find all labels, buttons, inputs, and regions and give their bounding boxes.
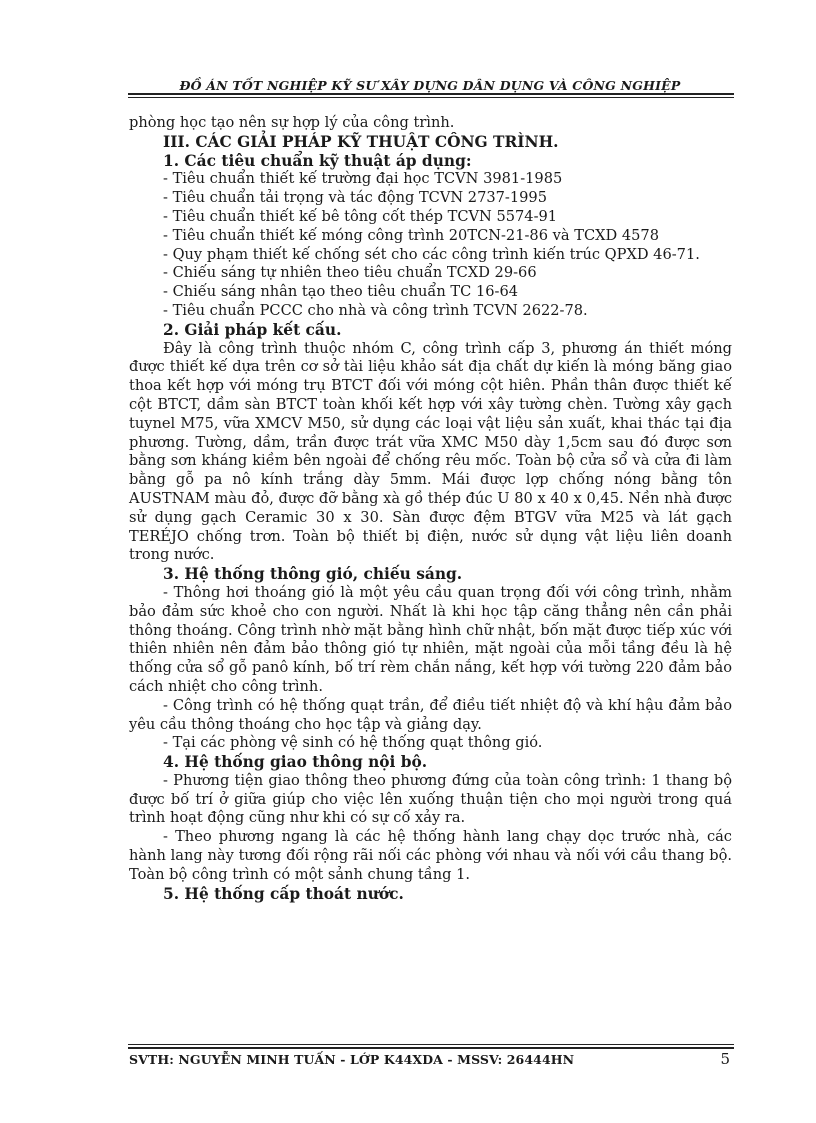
standard-item: - Tiêu chuẩn thiết kế bê tông cốt thép TCVN 5574-91 <box>163 207 558 225</box>
standard-item: - Tiêu chuẩn PCCC cho nhà và công trình TCVN 2622-78. <box>163 301 588 319</box>
subheading-structure: 2. Giải pháp kết cấu. <box>163 320 342 339</box>
paragraph-ventilation-2: - Công trình có hệ thống quạt trần, để điều tiết nhiệt độ và khí hậu đảm bảo yêu cầu thông thoáng cho học tập và giảng dạy. <box>129 696 732 733</box>
section-heading: III. CÁC GIẢI PHÁP KỸ THUẬT CÔNG TRÌNH. <box>163 132 559 151</box>
header-rule-thick <box>128 93 734 95</box>
standard-item: - Chiếu sáng nhân tạo theo tiêu chuẩn TC 16-64 <box>163 283 519 301</box>
paragraph-traffic-2: - Theo phương ngang là các hệ thống hành lang chạy dọc trước nhà, các hành lang này tương đối rộng rãi nối các phòng với nhau và nối với cầu thang bộ. Toàn bộ công trình có một sảnh chung tầng 1. <box>129 828 732 883</box>
subheading-water: 5. Hệ thống cấp thoát nước. <box>163 884 404 903</box>
subheading-standards: 1. Các tiêu chuẩn kỹ thuật áp dụng: <box>163 151 472 170</box>
footer-rule-thin <box>128 1044 734 1045</box>
header-rule-thin <box>128 97 734 98</box>
running-header: ĐỒ ÁN TỐT NGHIỆP KỸ SƯ XÂY DỰNG DÂN DỤNG VÀ CÔNG NGHIỆP <box>179 78 681 93</box>
standard-item: - Tiêu chuẩn tải trọng và tác động TCVN 2737-1995 <box>163 189 548 207</box>
page-body <box>129 114 732 903</box>
page-number: 5 <box>720 1050 730 1068</box>
standard-item: - Quy phạm thiết kế chống sét cho các công trình kiến trúc QPXD 46-71. <box>163 245 700 263</box>
paragraph-traffic-1: - Phương tiện giao thông theo phương đứng của toàn công trình: 1 thang bộ được bố trí ở giữa giúp cho việc lên xuống thuận tiện cho mọi người trong quá trình hoạt động cũng như khi có sự cố xảy ra. <box>129 771 732 827</box>
paragraph-ventilation-1: - Thông hơi thoáng gió là một yêu cầu quan trọng đối với công trình, nhằm bảo đảm sức khoẻ cho con người. Nhất là khi học tập căng thẳng nên cần phải thông thoáng. Công trình nhờ mặt bằng hình chữ nhật, bốn mặt được tiếp xúc với thiên nhiên nên đảm bảo thông gió tự nhiên, mặt ngoài của mỗi tầng đều là hệ thống cửa sổ gỗ panô kính, bố trí rèm chắn nắng, kết hợp với tường 220 đảm bảo cách nhiệt cho công trình. <box>129 583 732 695</box>
paragraph-ventilation-3: - Tại các phòng vệ sinh có hệ thống quạt thông gió. <box>163 734 543 752</box>
standard-item: - Chiếu sáng tự nhiên theo tiêu chuẩn TCXD 29-66 <box>163 264 537 282</box>
footer-rule-thick <box>128 1047 734 1049</box>
subheading-traffic: 4. Hệ thống giao thông nội bộ. <box>163 753 428 772</box>
paragraph-structure: Đây là công trình thuộc nhóm C, công trình cấp 3, phương án thiết móng được thiết kế dựa trên cơ sở tài liệu khảo sát địa chất dự kiến là móng băng giao thoa kết hợp với móng trụ BTCT đối với móng cột hiên. Phần thân được thiết kế cột BTCT, dầm sàn BTCT toàn khối kết hợp với xây tường chèn. Tường xây gạch tuynel M75, vữa XMCV M50, sử dụng các loại vật liệu sản xuất, khai thác tại địa phương. Tường, dầm, trần được trát vữa XMC M50 dày 1,5cm sau đó được sơn bằng sơn kháng kiềm bên ngoài để chống rêu mốc. Toàn bộ cửa sổ và cửa đi làm bằng gỗ pa nô kính trắng dày 5mm. Mái được lợp chống nóng bằng tôn AUSTNAM màu đỏ, được đỡ bằng xà gồ thép đúc U 80 x 40 x 0,45. Nền nhà được sử dụng gạch Ceramic 30 x 30. Sàn được đệm BTGV vữa M25 và lát gạch TERÉJO chống trơn. Toàn bộ thiết bị điện, nước sử dụng vật liệu liên doanh trong nước. <box>129 339 732 564</box>
footer-student-info: SVTH: NGUYỄN MINH TUẤN - LỚP K44XDA - MSSV: 26444HN <box>129 1052 575 1067</box>
standard-item: - Tiêu chuẩn thiết kế móng công trình 20TCN-21-86 và TCXD 4578 <box>163 226 659 244</box>
paragraph-continuation: phòng học tạo nên sự hợp lý của công trình. <box>129 114 455 131</box>
standard-item: - Tiêu chuẩn thiết kế trường đại học TCVN 3981-1985 <box>163 170 563 188</box>
subheading-ventilation: 3. Hệ thống thông gió, chiếu sáng. <box>163 565 463 584</box>
